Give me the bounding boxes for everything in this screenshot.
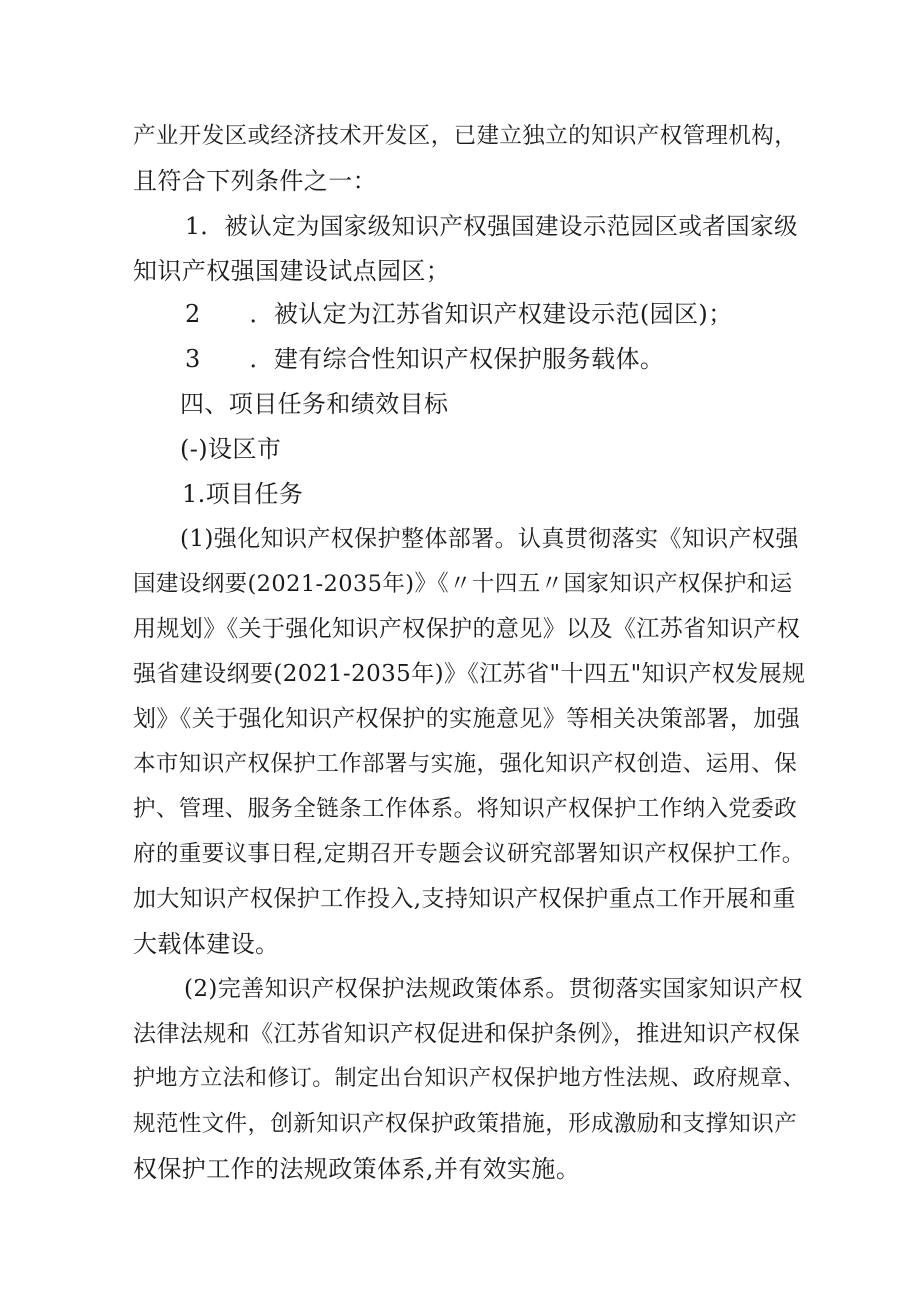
- paragraph-2-line: 法律法规和《江苏省知识产权促进和保护条例》，推进知识产权保: [133, 1021, 801, 1047]
- paragraph-2-line: 护地方立法和修订。制定出台知识产权保护地方性法规、政府规章、: [133, 1066, 806, 1091]
- subsection-heading: (-)设区市: [180, 435, 282, 463]
- paragraph-1-line: 用规划》《关于强化知识产权保护的意见》以及《江苏省知识产权: [133, 616, 801, 642]
- item-heading: 1.项目任务: [182, 480, 304, 508]
- text-line: 产业开发区或经济技术开发区，已建立独立的知识产权管理机构，: [133, 123, 798, 149]
- list-item-2: 2 ．被认定为江苏省知识产权建设示范(园区)；: [185, 300, 733, 328]
- paragraph-2-line: 规范性文件，创新知识产权保护政策措施，形成激励和支撑知识产: [133, 1111, 798, 1137]
- paragraph-1-line: 本市知识产权保护工作部署与实施，强化知识产权创造、运用、保: [133, 751, 798, 777]
- paragraph-1-line: 强省建设纲要(2021-2035年)》《江苏省"十四五"知识产权发展规: [133, 661, 806, 687]
- paragraph-1-line: 府的重要议事日程,定期召开专题会议研究部署知识产权保护工作。: [133, 841, 805, 867]
- text-line: 知识产权强国建设试点园区；: [133, 257, 451, 285]
- paragraph-1-line: 护、管理、服务全链条工作体系。将知识产权保护工作纳入党委政: [133, 796, 798, 822]
- list-item-1: 1．被认定为国家级知识产权强国建设示范园区或者国家级: [185, 212, 798, 240]
- paragraph-2-line: 权保护工作的法规政策体系,并有效实施。: [133, 1155, 581, 1183]
- section-heading: 四、项目任务和绩效目标: [180, 390, 449, 418]
- paragraph-1-line: 划》《关于强化知识产权保护的实施意见》等相关决策部署，加强: [133, 706, 801, 732]
- text-line: 且符合下列条件之一：: [133, 167, 377, 195]
- list-item-3: 3 ．建有综合性知识产权保护服务载体。: [185, 345, 665, 373]
- paragraph-1-line: 加大知识产权保护工作投入,支持知识产权保护重点工作开展和重: [133, 886, 796, 912]
- paragraph-1-line: 国建设纲要(2021-2035年)》《〃十四五〃国家知识产权保护和运: [133, 571, 793, 597]
- paragraph-1-line: 大载体建设。: [133, 930, 280, 958]
- paragraph-2-line: (2)完善知识产权保护法规政策体系。贯彻落实国家知识产权: [184, 976, 803, 1002]
- paragraph-1-line: (1)强化知识产权保护整体部署。认真贯彻落实《知识产权强: [180, 526, 799, 552]
